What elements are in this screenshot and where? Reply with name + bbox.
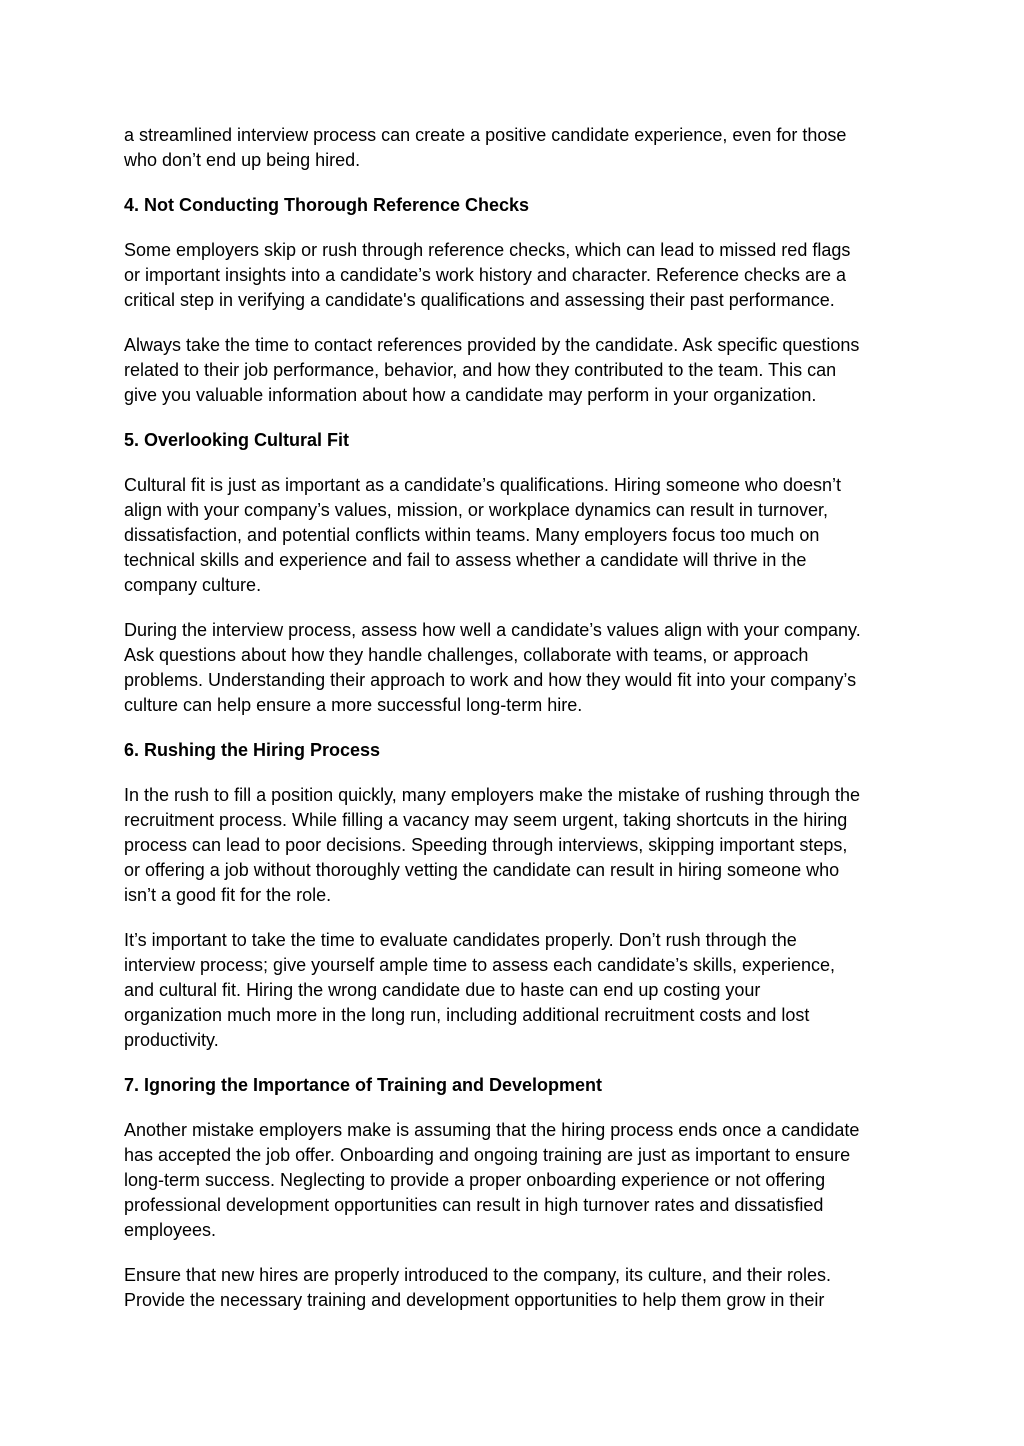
paragraph-line: and cultural fit. Hiring the wrong candidate due to haste can end up costing your: [124, 980, 761, 1000]
paragraph-line: dissatisfaction, and potential conflicts within teams. Many employers focus too much on: [124, 525, 820, 545]
section-heading: 6. Rushing the Hiring Process: [124, 740, 381, 760]
paragraph-line: During the interview process, assess how well a candidate’s values align with your company.: [124, 620, 861, 640]
section-heading-block: [124, 1073, 914, 1098]
paragraph-line: Ask questions about how they handle challenges, collaborate with teams, or approach: [124, 645, 809, 665]
paragraph-line: professional development opportunities can result in high turnover rates and dissatisfied: [124, 1195, 824, 1215]
paragraph-line: Ensure that new hires are properly introduced to the company, its culture, and their roles.: [124, 1265, 832, 1285]
section-heading-block: [124, 428, 914, 453]
section-heading: 7. Ignoring the Importance of Training and Development: [124, 1075, 603, 1095]
paragraph-block: [124, 123, 914, 173]
paragraph-line: or important insights into a candidate’s work history and character. Reference checks are a: [124, 265, 847, 285]
paragraph-line: employees.: [124, 1220, 217, 1240]
paragraph-line: culture can help ensure a more successful long-term hire.: [124, 695, 583, 715]
paragraph-line: or offering a job without thoroughly vetting the candidate can result in hiring someone who: [124, 860, 840, 880]
paragraph-line: give you valuable information about how a candidate may perform in your organization.: [124, 385, 817, 405]
paragraph-line: process can lead to poor decisions. Speeding through interviews, skipping important steps,: [124, 835, 848, 855]
paragraph-block: [124, 618, 914, 718]
section-heading: 4. Not Conducting Thorough Reference Checks: [124, 195, 530, 215]
paragraph-line: long-term success. Neglecting to provide a proper onboarding experience or not offering: [124, 1170, 826, 1190]
paragraph-line: recruitment process. While filling a vacancy may seem urgent, taking shortcuts in the hiring: [124, 810, 848, 830]
paragraph-line: Provide the necessary training and development opportunities to help them grow in their: [124, 1290, 825, 1310]
document-page: [124, 123, 914, 1333]
section-heading-block: [124, 738, 914, 763]
paragraph-line: technical skills and experience and fail to assess whether a candidate will thrive in the: [124, 550, 807, 570]
paragraph-line: Another mistake employers make is assuming that the hiring process ends once a candidate: [124, 1120, 860, 1140]
paragraph-line: company culture.: [124, 575, 262, 595]
paragraph-line: align with your company’s values, mission, or workplace dynamics can result in turnover,: [124, 500, 828, 520]
paragraph-line: isn’t a good fit for the role.: [124, 885, 332, 905]
section-heading-block: [124, 193, 914, 218]
paragraph-block: [124, 783, 914, 908]
paragraph-line: productivity.: [124, 1030, 219, 1050]
paragraph-line: Cultural fit is just as important as a candidate’s qualifications. Hiring someone who doesn’t: [124, 475, 842, 495]
paragraph-block: [124, 333, 914, 408]
paragraph-block: [124, 473, 914, 598]
paragraph-line: Always take the time to contact references provided by the candidate. Ask specific questions: [124, 335, 860, 355]
paragraph-line: In the rush to fill a position quickly, many employers make the mistake of rushing through the: [124, 785, 861, 805]
paragraph-line: problems. Understanding their approach to work and how they would fit into your company’s: [124, 670, 857, 690]
paragraph-line: critical step in verifying a candidate's qualifications and assessing their past performance.: [124, 290, 835, 310]
section-heading: 5. Overlooking Cultural Fit: [124, 430, 350, 450]
paragraph-line: It’s important to take the time to evaluate candidates properly. Don’t rush through the: [124, 930, 797, 950]
paragraph-line: has accepted the job offer. Onboarding and ongoing training are just as important to ensure: [124, 1145, 851, 1165]
paragraph-line: who don’t end up being hired.: [124, 150, 361, 170]
paragraph-block: [124, 1263, 914, 1313]
paragraph-line: related to their job performance, behavior, and how they contributed to the team. This can: [124, 360, 837, 380]
paragraph-block: [124, 238, 914, 313]
paragraph-line: a streamlined interview process can create a positive candidate experience, even for those: [124, 125, 847, 145]
paragraph-block: [124, 928, 914, 1053]
paragraph-line: Some employers skip or rush through reference checks, which can lead to missed red flags: [124, 240, 851, 260]
paragraph-block: [124, 1118, 914, 1243]
paragraph-line: organization much more in the long run, including additional recruitment costs and lost: [124, 1005, 810, 1025]
paragraph-line: interview process; give yourself ample time to assess each candidate’s skills, experience,: [124, 955, 835, 975]
